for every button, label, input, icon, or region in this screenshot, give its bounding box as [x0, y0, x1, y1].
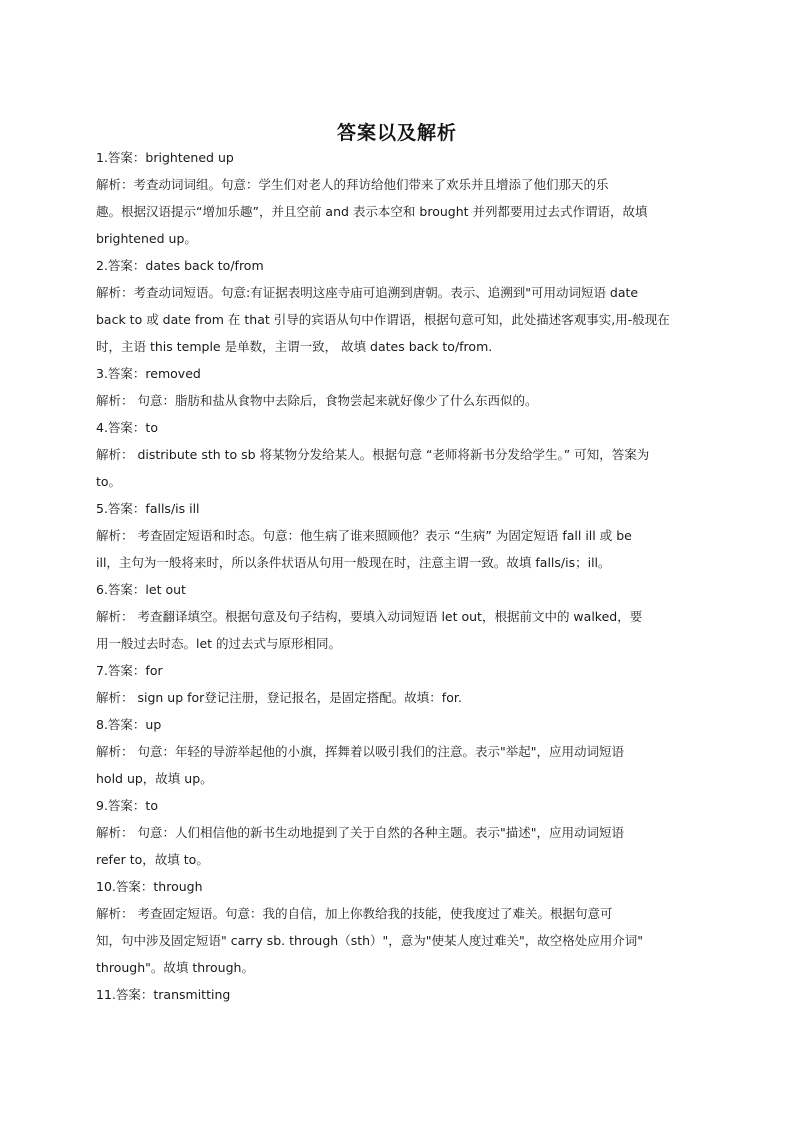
answer-line: 7.答案：for	[96, 663, 163, 678]
explanation-line: brightened up。	[96, 231, 197, 246]
explanation-line: 解析： 考查固定短语和时态。句意：他生病了谁来照顾他？表示 “生病” 为固定短语 fall ill 或 be	[96, 528, 632, 543]
explanation-line: ill，主句为一般将来时，所以条件状语从句用一般现在时，注意主谓一致。故填 falls/is；ill。	[96, 555, 611, 570]
explanation-line: refer to，故填 to。	[96, 852, 209, 867]
explanation-line: 解析： 句意：脂肪和盐从食物中去除后，食物尝起来就好像少了什么东西似的。	[96, 393, 538, 408]
page-title: 答案以及解析	[336, 122, 457, 144]
explanation-line: 用一般过去时态。let 的过去式与原形相同。	[96, 636, 342, 651]
explanation-line: through"。故填 through。	[96, 960, 254, 975]
answer-line: 6.答案：let out	[96, 582, 186, 597]
explanation-line: hold up，故填 up。	[96, 771, 213, 786]
answer-line: 3.答案：removed	[96, 366, 201, 381]
explanation-line: 解析： 考查固定短语。句意：我的自信，加上你教给我的技能，使我度过了难关。根据句意可	[96, 906, 613, 921]
explanation-line: 解析： 句意：年轻的导游举起他的小旗，挥舞着以吸引我们的注意。表示"举起"，应用动词短语	[96, 744, 624, 759]
explanation-line: to。	[96, 474, 122, 489]
explanation-line: 解析：考查动词短语。句意:有证据表明这座寺庙可追溯到唐朝。表示、追溯到"可用动词短语 date	[96, 285, 639, 300]
explanation-line: 解析： distribute sth to sb 将某物分发给某人。根据句意 “老师将新书分发给学生。” 可知，答案为	[96, 447, 650, 462]
answer-line: 8.答案：up	[96, 717, 162, 732]
answer-line: 10.答案：through	[96, 879, 203, 894]
explanation-line: 解析： 句意：人们相信他的新书生动地提到了关于自然的各种主题。表示"描述"，应用动词短语	[96, 825, 624, 840]
answer-line: 2.答案：dates back to/from	[96, 258, 264, 273]
explanation-line: 解析： sign up for登记注册，登记报名，是固定搭配。故填：for.	[96, 690, 462, 705]
explanation-line: 趣。根据汉语提示“增加乐趣”，并且空前 and 表示本空和 brought 并列都要用过去式作谓语，故填	[96, 204, 648, 219]
answer-line: 9.答案：to	[96, 798, 158, 813]
answer-line: 5.答案：falls/is ill	[96, 501, 200, 516]
explanation-line: back to 或 date from 在 that 引导的宾语从句中作谓语，根据句意可知，此处描述客观事实,用-般现在	[96, 312, 670, 327]
answer-line: 1.答案：brightened up	[96, 150, 234, 165]
answer-explanation-list	[96, 144, 696, 1008]
explanation-line: 时，主语 this temple 是单数，主谓一致， 故填 dates back to/from.	[96, 339, 493, 354]
answer-line: 4.答案：to	[96, 420, 158, 435]
explanation-line: 解析：考查动词词组。句意：学生们对老人的拜访给他们带来了欢乐并且增添了他们那天的乐	[96, 177, 609, 192]
answer-line: 11.答案：transmitting	[96, 987, 231, 1002]
explanation-line: 知，句中涉及固定短语" carry sb. through（sth）"，意为"使某人度过难关"，故空格处应用介词"	[96, 933, 644, 948]
explanation-line: 解析： 考查翻译填空。根据句意及句子结构，要填入动词短语 let out，根据前文中的 walked，要	[96, 609, 643, 624]
